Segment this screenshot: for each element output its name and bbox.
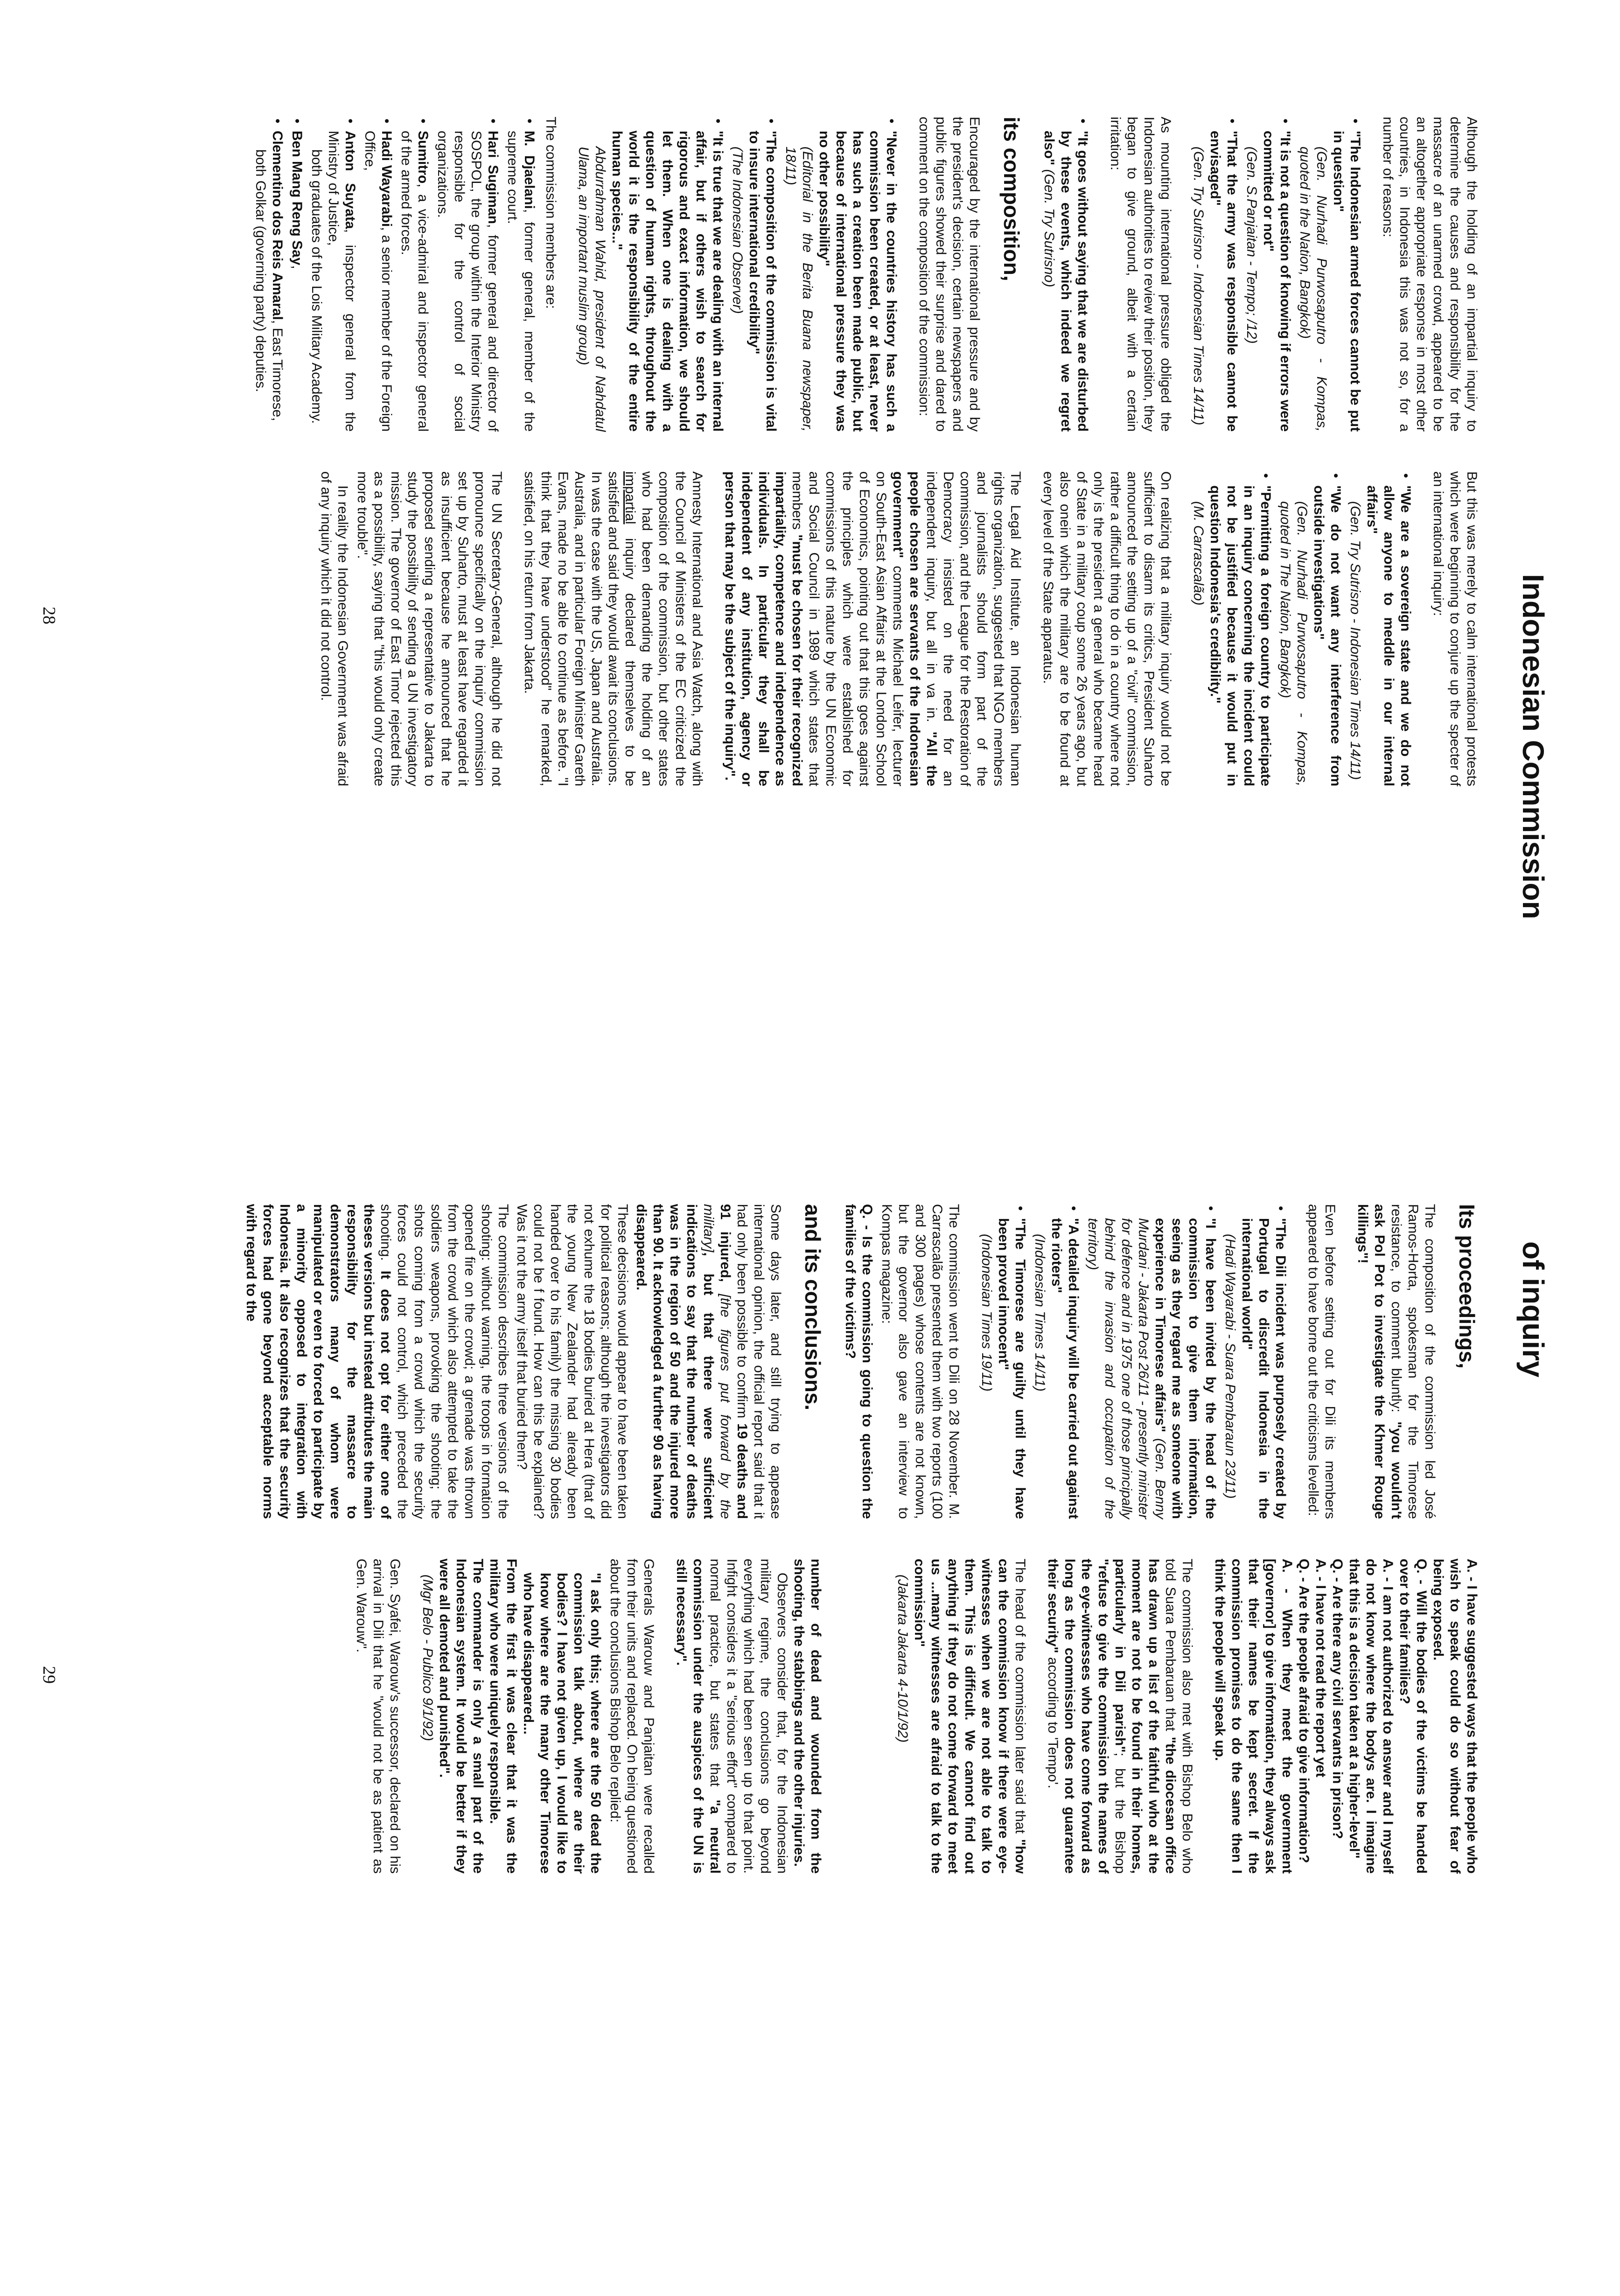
body-paragraph: The commission went to Dili on 28 November. M. Carrascalão presented them with two reports (100 and 300 pages) whose contents are not known, but the governor also gave an interview to Kompas magazine: [879,1204,962,1519]
member-item: • Hadi Wayarabi, a senior member of the Foreign Office, [361,117,395,432]
qa-line: A. - I have not read the report yet [1313,1559,1328,1778]
body-paragraph: Generals Warouw and Panjaitan were recalled from their units and replaced. On being questioned about the conclusions Bishop Belo replied: [608,1559,656,1874]
qa-block [1211,1559,1480,1874]
quote-item: • "It is not a question of knowing if errors were committed or not" (Gen. S.Panjaitan - Tempo; /12) [1243,117,1293,432]
member-item: • Sumitro, a vice-admiral and inspector general of the armed forces. [398,117,431,432]
member-item: • M. Djaelani, former general, member of the supreme court. [504,117,538,432]
body-paragraph: The Legal Aid Institute, an Indonesian human rights organization, suggested that NGO members and journalists should form part of the commission, and the League for the Restoration of Democracy insisted on the need for an independent inquiry, but all in va in. "All the people chosen are servants of the Indonesian government" comments Michael Leifer, lecturer on South-East Asian Affairs at the London School of Economics, pointing out that this goes against the principles which were established for commissions of this nature by the UN Economic and Social Council in 1989 which states that members "must be chosen for their recognized impartiality, competence and independence as individuals. In particular they shall be independent of any institution, agency or person that may be the subject of the inquiry". [722,471,1023,786]
qa-line: A. - When they meet the government [governor] to give information, they always ask that their names be kept secret. If the commission promises to do the same then I think the people will speak up. [1212,1559,1295,1874]
body-paragraph: But this was merely to calm international protests which were beginning to conjure up the specter of an international inquiry: [1431,471,1480,786]
right-column-2 [353,1559,1480,1874]
left-column-2 [317,471,1480,786]
body-paragraph: As mounting international pressure obliged the Indonesian authorities to review their position, they began to give ground, albeit with a certain irritation: [1108,117,1173,432]
members-intro: The commission members are: [543,117,559,309]
body-paragraph: The head of the commission later said that "how can the commission know if there were eye-witnesses when we are not able to talk to them. This is difficult. We cannot find out anything if they do not come forward to meet us ...many witnesses are afraid to talk to the commission" (Jakarta Jakarta 4-10/1/92) [895,1559,1028,1874]
section-heading-proceedings: Its proceedings, [1455,1204,1479,1369]
body-paragraph: Encouraged by the international pressure and by the president's decision, certain newspapers and public figures showed their surprise and dared to comment on the composition of the commission: [916,117,982,432]
body-paragraph: Amnesty International and Asia Watch, along with the Council of Ministers of the EC criticized the composition of the commission, but other states who had been demanding the holding of an impartial inquiry declared themselves to be satisfied and said they would await its conclusions. In was the case with the US, Japan and Australia. Australia, and in particular Foreign Minister Gareth Evans, made no be able to continue as before. "I think that they have understood" he remarked, satisfied, on his return from Jakarta. [522,471,705,786]
body-paragraph: Gen. Syafei, Warouw's successor, declared on his arrival in Dili that he "would not be as patient as Gen. Warouw". [354,1559,403,1874]
body-paragraph: Even before setting out for Dili its members appeared to have borne out the criticisms levelled: [1306,1204,1338,1519]
quote-block: "I ask only this; where are the 50 dead the commission talk about, where are their bodies? I have not given up, I would like to know where are the many other Timorese who have disappeared... From the first it was clear that it was the military who were uniquely responsible. The commander is only a small part of the Indonesian system. It would be better if they were all demoted and punished". (Mgr Belo - Publico 9/1/92) [420,1559,603,1874]
body-paragraph: The commission also met with Bishop Belo who told Suara Pembaruan that "the diocesan office has drawn up a list of the faithful who at the moment are not to be found in their homes, particularly in Dili parish"; but the Bishop "refuse to give the commission the names of the eye-witnesses who have come forward as long as the commission does not guarantee their security" according to 'Tempo'. [1045,1559,1195,1874]
body-paragraph: The commission describes three versions of the shooting: without warning, the troops in formation opened fire on the crowd; a grenade was thrown from the crowd which also attempted to take the soldiers weapons, provoking the shooting; the shots coming from a crowd which the security forces could not control, which preceded the shooting. It does not opt for either one of theses versions but instead attributes the main responsibility for the massacre to demonstrators many of whom were manipulated or even to forced to participate by a minority opposed to integration with Indonesia. It also recognizes that the security forces had gone beyond acceptable norms with regard to the [244,1204,511,1519]
quote-item: • "Never in the countries history has such a commission been created, or at least, never has such a creation been made public, but because of international pressure they was no other possibility" (Editorial in the Berita Buana newspaper, 18/11) [782,117,900,432]
quote-item: • "It goes without saying that we are disturbed by these events, which indeed we regret also" (Gen. Try Sutrisno) [1040,117,1091,432]
quote-item: • "A detailed inquiry will be carried out against the rioters" (Indonesian Times 14/11) [1031,1204,1082,1519]
member-item: • Hari Sugiman, former general and director of SOSPOL, the group within the Interior Ministry responsible for the control of social organizations. [434,117,501,432]
quote-list-3 [575,117,900,432]
quote-item: • "That the army was responsible cannot be envisaged" (Gen. Try Sutrisno - Indonesian Times 14/11) [1190,117,1240,432]
quote-list-4 [1190,471,1414,786]
quote-item: • "The composition of the commission is vital to insure international credibility" (The Indonesian Observer) [729,117,779,432]
body-paragraph: The UN Secretary-General, although he did not pronounce specifically on the inquiry commission set up by Suharto, must at least have regarded it as insufficient because he announced that he proposed sending a representative to Jakarta to study the possibility of sending a UN investigatory mission. The governor of East Timor rejected this as a possibility, saying that "this would only create more trouble". [355,471,504,786]
quote-list-5 [978,1204,1289,1519]
body-paragraph: number of dead and wounded from the shooting, the stabbings and the other injuries. Observers consider that, for the Indonesian military regime, the conclusions go beyond everything which had been seen up to that point. Infight considers it a "serious effort" compared to normal practice, but states that "a neutral commission under the auspices of the UN is still necessary". [674,1559,824,1874]
quote-list-1 [1190,117,1363,432]
right-column-1 [243,1204,1480,1519]
qa-line: Q. - Are there any civil servants in prison? [1330,1559,1345,1839]
member-item: • Clementino dos Reis Amaral, East Timorese, both Golkar (governing party) deputies. [252,117,286,432]
section-heading-conclusions: and its conclusions. [801,1204,825,1411]
quote-item: • "The Timorese are guilty until they have been proved innocent" (Indonesian Times 19/11) [978,1204,1028,1519]
body-paragraph: Some days later, and still trying to appease international opinion, the official report said that it had only been possible to confirm 19 deaths and 91 injured, [the figures put forward by the military], but that there were sufficient indications to say that the number of deaths was in the region of 50 and the injured more than 90. It acknowledged a further 90 as having disappeared. [634,1204,783,1519]
member-item: • Anton Suyata, inspector general from the Ministry of Justice, both graduates of the Lois Military Academy. [308,117,358,432]
quote-item: • "The Dili incident was purposely created by Portugal to discredit Indonesia in the international world" (Hadi Wayarabi - Suara Pembaraun 23/11) [1222,1204,1289,1519]
question-paragraph: Q. - Is the commission going to question the families of the victims? [843,1204,875,1519]
page-title-left: Indonesian Commission [1516,574,1550,919]
quote-item: • "I have been invited by the head of the commission to give them information, seeing as they regard me as someone with experience in Timorese affairs" (Gen. Benny Murdani - Jakarta Post 26/11 - presently minister for defence and in 1975 one of those principally behind the invasion and occupation of the territory) [1084,1204,1219,1519]
members-list [252,117,538,432]
body-paragraph: These decisions would appear to have been taken for political reasons; although the investigators did not exhume the 18 bodies buried at Hera (that of the young New Zealander had already been handed over to his family) the missing 30 bodies could not be f found. How can this be explained? Was it not the army itself that buried them? [514,1204,630,1519]
body-paragraph: In reality the Indonesian Government was afraid of any inquiry which it did not control. [318,471,350,786]
left-column-1 [249,117,1480,432]
quote-item: • "We are a sovereign state and we do not allow anyone to meddle in our internal affairs" (Gen. Try Sutrisno - Indonesian Times 14/11) [1347,471,1414,786]
quote-item: • "It is true that we are dealing with an internal affair, but if others wish to search for rigorous and exact information, we should let them. When one is dealing with a question of human rights, throughout the world it is the responsibility of the entire human species..." Abdurrahman Wahid, president of Nahdatul Ulama, an important muslim group) [575,117,726,432]
qa-line: A. - I am not authorized to answer and I myself do not know where the bodys are. I imagine that this is a decision taken at a higher-level" [1347,1559,1396,1874]
quote-item: • "The Indonesian armed forces cannot be put in question" (Gen. Nurhadi Purwosaputro - Kompas, quoted in the Nation, Bangkok) [1296,117,1363,432]
page-number-left: 28 [39,607,59,624]
qa-line: Q. - Will the bodies of the victims be handed over to their families? [1397,1559,1429,1874]
qa-line: Q. - Are the people afraid to give information? [1296,1559,1312,1863]
page-number-right: 29 [39,1666,59,1684]
intro-paragraph: Although the holding of an impartial inquiry to determine the causes and responsibility for the massacre of an unarmed crowd, appeared to be an altogether appropriate response in most other countries, in Indonesia this was not so, for a number of reasons: [1380,117,1480,432]
quote-list-2 [1040,117,1091,432]
section-heading-composition: its composition, [999,117,1024,281]
body-paragraph: On realizing that a military inquiry would not be sufficient to disarm its critics, President Suharto announced the setting up of a "civil" commission, rather a difficult thing to do in a country where not only is the president a general who became head of State in a military coup some 26 years ago, but also onein which the military are to be found at every level of the State apparatus. [1040,471,1173,786]
member-item: • Ben Mang Reng Say, [288,117,305,432]
body-paragraph: The composition of the commission led José Ramos-Horta, spokesman for the Timorese resistance, to comment bluntly: "you wouldn't ask Pol Pot to investigate the Khmer Rouge killings"! [1355,1204,1438,1519]
quote-item: • "Permitting a foreign country to participate in an inquiry concerning the incident could not be justified because it would put in question Indonesia's credibility." (M. Carrascalão) [1190,471,1274,786]
qa-line: A. - I have suggested ways that the people who wish to speak could do so without fear of being exposed. [1431,1559,1480,1874]
page-title-right: of inquiry [1516,1241,1550,1378]
page-29 [0,1148,1620,2296]
quote-item: • "We do not want any interference from outside investigations" (Gen. Nurhadi Purwosaputro - Kompas, quoted in The Nation, Bangkok) [1277,471,1344,786]
